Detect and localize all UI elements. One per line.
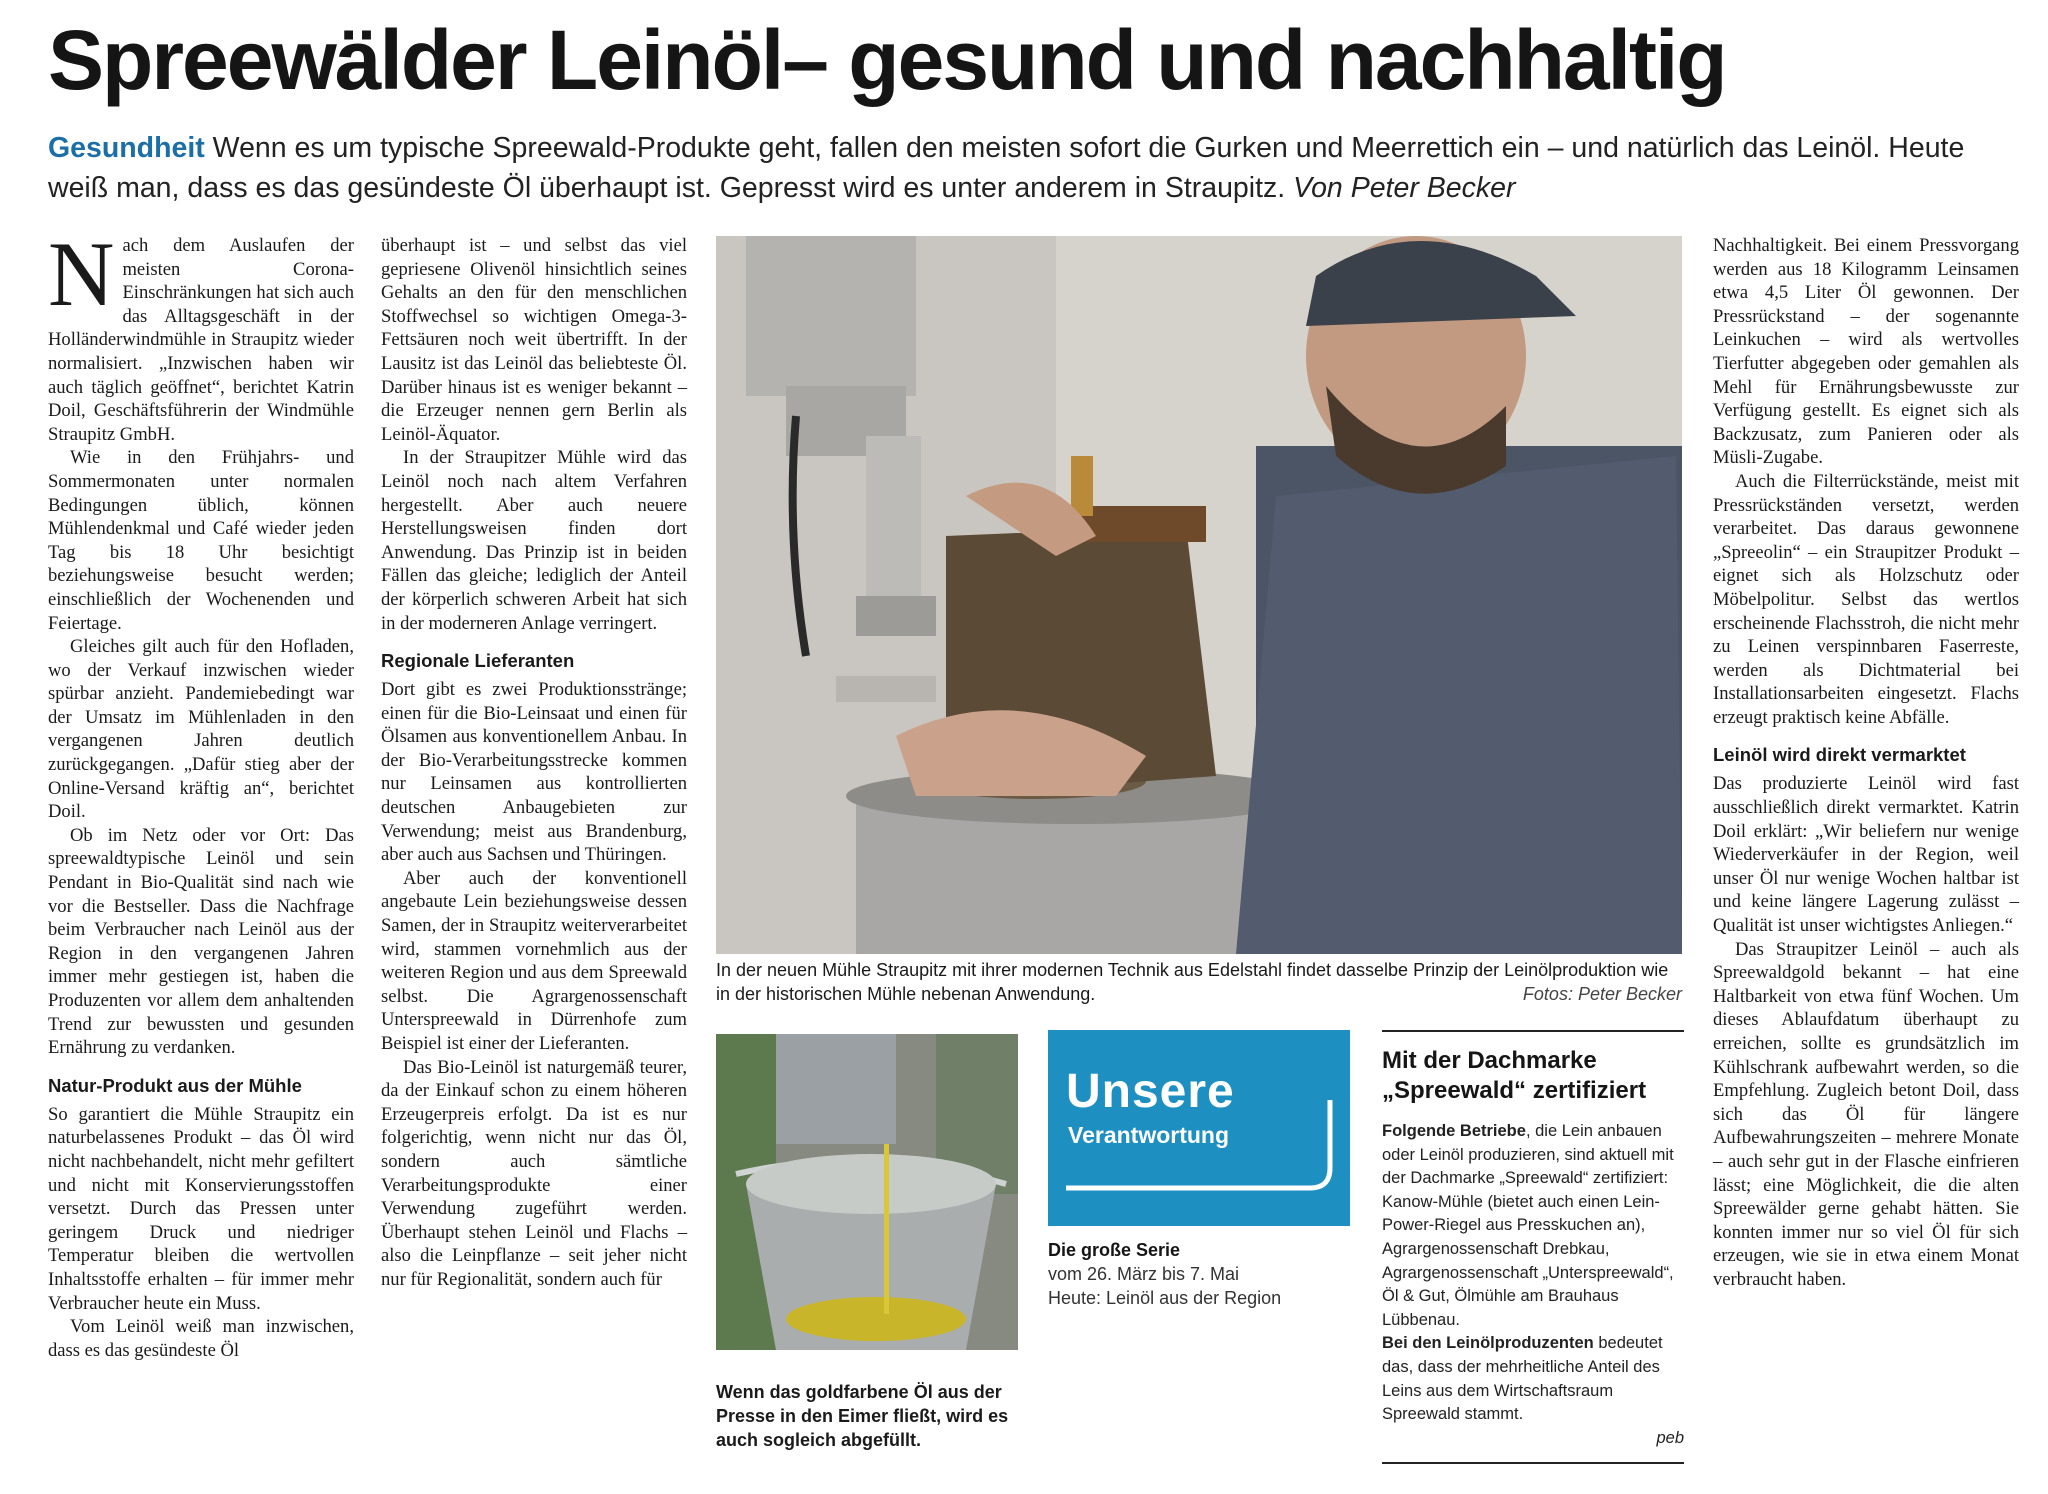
main-photo xyxy=(716,236,1682,954)
paragraph: Ob im Netz oder vor Ort: Das spreewaldtypische Leinöl und sein Pendant in Bio-Qualität sind nach wie vor die Bestseller. Dass die Nachfrage beim Verbraucher nach Leinöl aus der Region in den vergangenen Jahren immer mehr gestiegen ist, haben die Produzenten vor allem dem anhaltenden Trend zur bewussten und gesunden Ernährung zu verdanken. xyxy=(48,824,354,1059)
paragraph: Dort gibt es zwei Produktionsstränge; einen für die Bio-Leinsaat und einen für Ölsamen aus konventionellem Anbau. In der Bio-Verarbeitungsstrecke kommen nur Leinsamen aus kontrollierten deutschen Anbaugebieten zur Verwendung; meist aus Brandenburg, aber auch aus Sachsen und Thüringen. xyxy=(381,679,687,866)
box-lead: Bei den Leinölproduzenten xyxy=(1382,1334,1594,1353)
paragraph: Das produzierte Leinöl wird fast ausschließlich direkt vermarktet. Katrin Doil erklärt: „Wir beliefern nur wenige Wiederverkäufer in der Region, weil unser Öl nur wenige Wochen haltbar ist und keine längere Lagerung zulässt – Qualität ist unser wichtigstes Anliegen.“ xyxy=(1713,773,2019,937)
article-column-1 xyxy=(48,223,354,1362)
paragraph: Nachhaltigkeit. Bei einem Pressvorgang werden aus 18 Kilogramm Leinsamen etwa 4,5 Liter Öl gewonnen. Der Pressrückstand – der sogenannte Leinkuchen – wird als wertvolles Tierfutter abgegeben oder gemahlen als Mehl für Ernährungsbewusste zur Verfügung gestellt. Es eignet sich als Backzusatz, zum Panieren oder als Müsli-Zugabe. xyxy=(1713,235,2019,469)
paragraph: Vom Leinöl weiß man inzwischen, dass es das gesündeste Öl xyxy=(48,1316,354,1361)
bucket-photo-illustration xyxy=(716,1034,1018,1350)
series-today: Heute: Leinöl aus der Region xyxy=(1048,1288,1282,1308)
paragraph: Aber auch der konventionell angebaute Lein beziehungsweise dessen Samen, der in Straupitz weiterverarbeitet wird, stammen vornehmlich aus der weiteren Region und aus dem Spreewald selbst. Die Agrargenossenschaft Unterspreewald in Dürrenhofe zum Beispiel ist einer der Lieferanten. xyxy=(381,867,687,1054)
article-column-2 xyxy=(381,234,687,1292)
intro-text: Wenn es um typische Spreewald-Produkte geht, fallen den meisten sofort die Gurken und Meerrettich ein – und natürlich das Leinöl. Heute weiß man, dass es das gesündeste Öl überhaupt ist. Gepresst wird es unter anderem in Straupitz. xyxy=(48,132,1965,204)
paragraph: Wie in den Frühjahrs- und Sommermonaten unter normalen Bedingungen üblich, können Mühlendenkmal und Café wieder jeden Tag bis 18 Uhr besichtigt beziehungsweise besucht werden; einschließlich der Wochenenden und Feiertage. xyxy=(48,447,354,634)
paragraph-text: ach dem Auslaufen der meisten Corona-Einschränkungen hat sich auch das Alltagsgeschäft in der Holländerwindmühle in Straupitz wieder normalisiert. „Inzwischen haben wir auch täglich geöffnet“, berichtet Katrin Doil, Geschäftsführerin der Windmühle Straupitz GmbH. xyxy=(48,235,354,445)
intro-author: Von Peter Becker xyxy=(1293,172,1516,204)
paragraph: Auch die Filterrückstände, meist mit Pressrückständen versetzt, werden verarbeitet. Das daraus gewonnene „Spreeolin“ – ein Straupitzer Produkt – eignet sich als Holzschutz oder Möbelpolitur. Selbst das wertlos erscheinende Flachsstroh, die nicht mehr zu Leinen verspinnbaren Faserreste, werden als Dichtmaterial bei Installationsarbeiten eingesetzt. Flachs erzeugt praktisch keine Abfälle. xyxy=(1713,470,2019,728)
series-dates: vom 26. März bis 7. Mai xyxy=(1048,1264,1240,1284)
series-title: Die große Serie xyxy=(1048,1240,1181,1260)
main-photo-illustration xyxy=(716,236,1682,954)
dropcap: N xyxy=(48,223,115,325)
badge-title: Unsere xyxy=(1066,1065,1235,1118)
paragraph xyxy=(48,223,354,446)
paragraph: Das Bio-Leinöl ist naturgemäß teurer, da der Einkauf schon zu einem höheren Erzeugerpreis erfolgt. Da ist es nur folgerichtig, wenn nicht nur das Öl, sondern auch sämtliche Verarbeitungsprodukte einer Verwendung zugeführt werden. Überhaupt stehen Leinöl und Flachs – also die Leinpflanze – seit jeher nicht nur für Regionalität, sondern auch für xyxy=(381,1056,687,1290)
intro-kicker: Gesundheit xyxy=(48,132,205,164)
subheading: Regionale Lieferanten xyxy=(381,650,575,672)
paragraph: In der Straupitzer Mühle wird das Leinöl noch nach altem Verfahren hergestellt. Aber auch neuere Herstellungsweisen finden dort Anwendung. Das Prinzip ist in beiden Fällen das gleiche; lediglich der Anteil der körperlich schweren Arbeit hat sich in der moderneren Anlage verringert. xyxy=(381,447,687,634)
article-column-3 xyxy=(1713,234,2019,1292)
bucket-photo-caption: Wenn das goldfarbene Öl aus der Presse in den Eimer fließt, wird es auch sogleich abgefüllt. xyxy=(716,1382,1009,1450)
bucket-photo xyxy=(716,1034,1018,1350)
box-title: Mit der Dachmarke „Spreewald“ zertifiziert xyxy=(1382,1047,1647,1104)
paragraph: Gleiches gilt auch für den Hofladen, wo der Verkauf inzwischen wieder spürbar anzieht. Pandemiebedingt war der Umsatz im Mühlenladen in den vergangenen Jahren deutlich zurückgegangen. „Dafür stieg aber der Online-Versand kräftig an“, berichtet Doil. xyxy=(48,636,354,823)
badge-bracket-icon xyxy=(1048,1030,1350,1226)
main-photo-caption xyxy=(716,958,1682,1006)
box-signature: peb xyxy=(1656,1428,1684,1447)
box-text: , die Lein anbauen oder Leinöl produzieren, sind aktuell mit der Dachmarke „Spreewald“ zertifiziert: Kanow-Mühle (bietet auch einen Lein-Power-Riegel aus Presskuchen an), Agrargenossenschaft Drebkau, Agrargenossenschaft „Unterspreewald“, Öl & Gut, Ölmühle am Brauhaus Lübbenau. xyxy=(1382,1122,1674,1329)
box-text: bedeutet das, dass der mehrheitliche Anteil des Leins aus dem Wirtschaftsraum Spreewald stammt. xyxy=(1382,1334,1663,1424)
paragraph: So garantiert die Mühle Straupitz ein naturbelassenes Produkt – das Öl wird nicht nachbehandelt, nicht mehr gefiltert und nicht mit Konservierungsstoffen versetzt. Durch das Pressen unter geringem Druck und niedriger Temperatur bleiben die wertvollen Inhaltsstoffe erhalten – für immer mehr Verbraucher heute ein Muss. xyxy=(48,1103,354,1314)
badge-subtitle: Verantwortung xyxy=(1068,1122,1230,1148)
paragraph: Das Straupitzer Leinöl – auch als Spreewaldgold bekannt – hat eine Haltbarkeit von etwa fünf Wochen. Um dieses Ablaufdatum überhaupt zu erreichen, sollte es grundsätzlich im Kühlschrank aufbewahrt werden, so die Empfehlung. Zugleich betont Doil, dass sich das Öl für längere Aufbewahrungszeiten – mehrere Monate – auch sehr gut in der Flasche einfrieren lässt; eine Möglichkeit, die die alten Spreewälder gerne gehabt hätten. Sie konnten immer nur so viel Öl für sich erzeugen, wie sie in etwa einem Monat verbraucht haben. xyxy=(1713,938,2019,1290)
subheading: Leinöl wird direkt vermarktet xyxy=(1713,744,1966,766)
series-info xyxy=(1048,1238,1350,1310)
certification-box xyxy=(1382,1030,1684,1464)
subheading: Natur-Produkt aus der Mühle xyxy=(48,1074,302,1096)
box-paragraph xyxy=(1382,1120,1684,1332)
series-badge xyxy=(1048,1030,1350,1226)
caption-text: In der neuen Mühle Straupitz mit ihrer modernen Technik aus Edelstahl findet dasselbe Prinzip der Leinölproduktion wie in der historischen Mühle nebenan Anwendung. xyxy=(716,960,1669,1004)
box-lead: Folgende Betriebe xyxy=(1382,1122,1526,1140)
paragraph: überhaupt ist – und selbst das viel gepriesene Olivenöl hinsichtlich seines Gehalts an den für den menschlichen Stoffwechsel so wichtigen Omega-3-Fettsäuren noch weit übertrifft. In der Lausitz ist das Leinöl das beliebteste Öl. Darüber hinaus ist es weniger bekannt – die Erzeuger nennen gern Berlin als Leinöl-Äquator. xyxy=(381,235,687,445)
box-paragraph xyxy=(1382,1332,1684,1426)
headline: Spreewälder Leinöl– gesund und nachhaltig xyxy=(48,13,1726,107)
photo-credit: Fotos: Peter Becker xyxy=(1522,984,1682,1004)
intro xyxy=(48,128,2008,208)
